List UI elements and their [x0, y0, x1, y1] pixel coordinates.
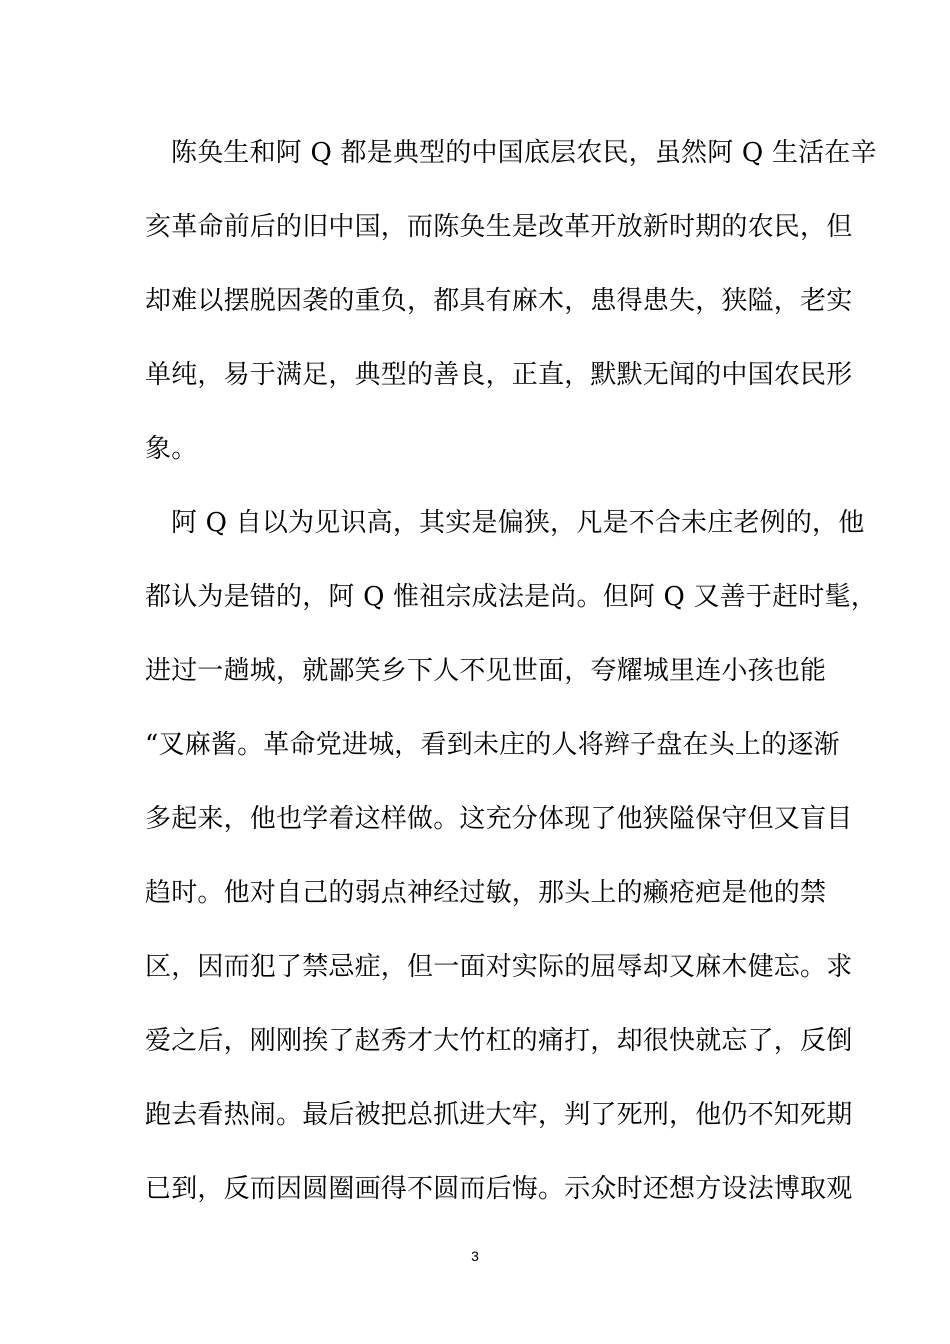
paragraph-2-line-6: 趋时。他对自己的弱点神经过敏，那头上的癞疮疤是他的禁 — [145, 878, 827, 908]
body-text — [145, 126, 877, 1236]
paragraph-2-line-9: 跑去看热闹。最后被把总抓进大牢，判了死刑，他仍不知死期 — [145, 1100, 853, 1130]
paragraph-1-line-3: 却难以摆脱因袭的重负，都具有麻木，患得患失，狭隘，老实 — [145, 286, 853, 316]
paragraph-1-line-5: 象。 — [145, 434, 198, 464]
paragraph-2-line-2: 都认为是错的，阿 Q 惟祖宗成法是尚。但阿 Q 又善于赶时髦， — [145, 582, 877, 612]
paragraph-2-line-4: “叉麻酱。革命党进城，看到未庄的人将辫子盘在头上的逐渐 — [145, 730, 840, 760]
paragraph-2-line-8: 爱之后，刚刚挨了赵秀才大竹杠的痛打，却很快就忘了，反倒 — [145, 1026, 853, 1056]
paragraph-1-line-4: 单纯，易于满足，典型的善良，正直，默默无闻的中国农民形 — [145, 360, 853, 390]
paragraph-2-line-5: 多起来，他也学着这样做。这充分体现了他狭隘保守但又盲目 — [145, 804, 853, 834]
paragraph-1-line-1: 陈奂生和阿 Q 都是典型的中国底层农民，虽然阿 Q 生活在辛 — [171, 138, 877, 168]
page-number: 3 — [471, 1248, 479, 1264]
paragraph-2-line-7: 区，因而犯了禁忌症，但一面对实际的屈辱却又麻木健忘。求 — [145, 952, 853, 982]
paragraph-2-line-3: 进过一趟城，就鄙笑乡下人不见世面，夸耀城里连小孩也能 — [145, 656, 827, 686]
paragraph-1-line-2: 亥革命前后的旧中国，而陈奂生是改革开放新时期的农民，但 — [145, 212, 853, 242]
paragraph-2-line-10: 已到，反而因圆圈画得不圆而后悔。示众时还想方设法博取观 — [145, 1174, 853, 1204]
paragraph-2-line-1: 阿 Q 自以为见识高，其实是偏狭，凡是不合未庄老例的，他 — [171, 508, 865, 538]
